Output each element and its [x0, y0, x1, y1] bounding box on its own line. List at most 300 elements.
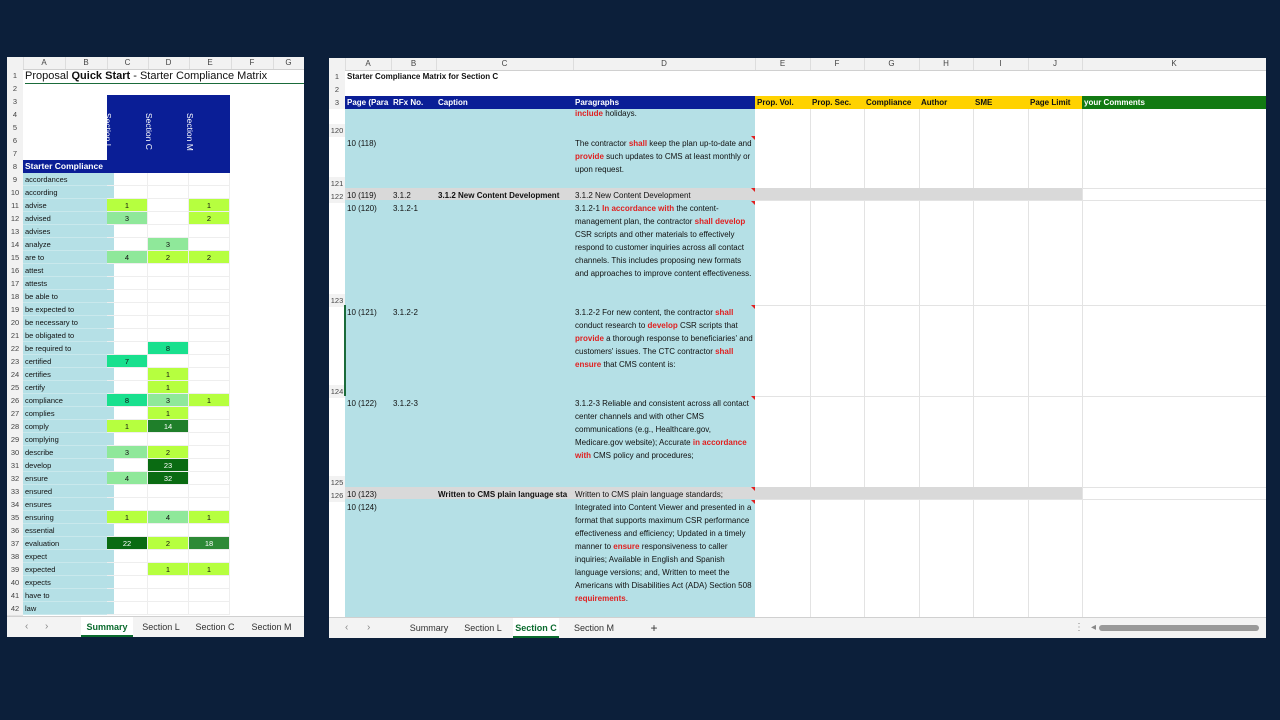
- compliance-term[interactable]: expected: [23, 563, 114, 576]
- caption-cell[interactable]: Written to CMS plain language sta: [438, 490, 568, 499]
- row-header[interactable]: 125: [330, 478, 344, 487]
- count-cell-e[interactable]: [189, 589, 230, 602]
- count-cell-c[interactable]: [107, 550, 148, 563]
- count-cell-c[interactable]: [107, 433, 148, 446]
- column-header-f[interactable]: F: [810, 58, 865, 70]
- count-cell-e[interactable]: [189, 277, 230, 290]
- section-header-2: [143, 95, 189, 173]
- count-cell-c[interactable]: [107, 264, 148, 277]
- row-header[interactable]: 122: [330, 192, 344, 201]
- row-header[interactable]: 32: [7, 472, 23, 486]
- row-header[interactable]: 7: [7, 147, 23, 160]
- count-cell-e[interactable]: [189, 186, 230, 199]
- count-cell-c[interactable]: [107, 290, 148, 303]
- count-cell-c[interactable]: [107, 329, 148, 342]
- row-header[interactable]: 13: [7, 225, 23, 239]
- column-header-a[interactable]: A: [345, 58, 392, 70]
- count-cell-e[interactable]: [189, 381, 230, 394]
- row-gridline: [755, 305, 1266, 306]
- column-title-7[interactable]: Compliance: [864, 96, 919, 109]
- corner-cell[interactable]: [329, 58, 346, 70]
- row-header[interactable]: 39: [7, 563, 23, 577]
- section-c-sheet-window: [329, 58, 1266, 638]
- compliance-term[interactable]: are to: [23, 251, 114, 264]
- sheet-tab-section-l[interactable]: Section L: [464, 623, 502, 633]
- count-cell-e[interactable]: [189, 485, 230, 498]
- summary-row: [7, 381, 304, 394]
- compliance-term[interactable]: be expected to: [23, 303, 114, 316]
- count-cell-c[interactable]: [107, 485, 148, 498]
- count-cell-d[interactable]: [148, 433, 189, 446]
- compliance-term[interactable]: be able to: [23, 290, 114, 303]
- summary-row: [7, 446, 304, 459]
- row-header[interactable]: 2: [329, 83, 345, 96]
- compliance-term[interactable]: ensure: [23, 472, 114, 485]
- page-para-cell[interactable]: 10 (121): [347, 308, 377, 317]
- count-cell-e[interactable]: [189, 368, 230, 381]
- row-header[interactable]: 9: [7, 173, 23, 187]
- count-cell-c[interactable]: 3: [107, 212, 148, 225]
- count-cell-e[interactable]: 1: [189, 563, 230, 576]
- row-header[interactable]: 1: [7, 69, 23, 82]
- row-header[interactable]: 4: [7, 108, 23, 121]
- paragraph-cell[interactable]: 3.1.2-1 In accordance with the content-management plan, the contractor shall develop CSR scripts and other materials to effectively respond to customer inquiries across all contact channels. This includes proposing new formats and approaches to improve content effectiveness.: [575, 204, 752, 278]
- count-cell-d[interactable]: 14: [148, 420, 189, 433]
- scroll-left-icon[interactable]: ◂: [1091, 622, 1097, 633]
- row-header[interactable]: 10: [7, 186, 23, 200]
- count-cell-e[interactable]: [189, 238, 230, 251]
- page-para-cell[interactable]: 10 (120): [347, 204, 377, 213]
- count-cell-d[interactable]: [148, 524, 189, 537]
- row-header[interactable]: 28: [7, 420, 23, 434]
- row-header[interactable]: 24: [7, 368, 23, 382]
- count-cell-c[interactable]: [107, 225, 148, 238]
- count-cell-d[interactable]: [148, 225, 189, 238]
- column-title-6[interactable]: Prop. Sec.: [810, 96, 864, 109]
- count-cell-c[interactable]: 7: [107, 355, 148, 368]
- row-header[interactable]: 15: [7, 251, 23, 265]
- compliance-term[interactable]: complies: [23, 407, 114, 420]
- column-title-5[interactable]: Prop. Vol.: [755, 96, 810, 109]
- column-title-9[interactable]: SME: [973, 96, 1028, 109]
- row-gridline: [755, 499, 1266, 500]
- compliance-term[interactable]: comply: [23, 420, 114, 433]
- row-header[interactable]: 20: [7, 316, 23, 330]
- compliance-term[interactable]: compliance: [23, 394, 114, 407]
- count-cell-d[interactable]: [148, 316, 189, 329]
- column-gridline: [1028, 109, 1029, 618]
- count-cell-e[interactable]: [189, 420, 230, 433]
- column-gridline: [1082, 109, 1083, 618]
- sheet-tab-summary[interactable]: Summary: [409, 623, 449, 633]
- count-cell-d[interactable]: 3: [148, 238, 189, 251]
- compliance-term[interactable]: essential: [23, 524, 114, 537]
- compliance-term[interactable]: certify: [23, 381, 114, 394]
- count-cell-e[interactable]: [189, 407, 230, 420]
- paragraph-cell[interactable]: Integrated into Content Viewer and presented in a format that supports maximum CSR performance effectiveness and efficiency; Updated in a timely manner to ensure responsiveness to caller inquiries; Available in English and Spanish language versions; and, Written to meet the Americans with Disabilities Act (ADA) Section 508 requirements.: [575, 503, 752, 603]
- count-cell-c[interactable]: [107, 368, 148, 381]
- page-para-cell[interactable]: 10 (122): [347, 399, 377, 408]
- comment-marker: [751, 188, 755, 192]
- count-cell-d[interactable]: [148, 186, 189, 199]
- count-cell-c[interactable]: [107, 407, 148, 420]
- compliance-term[interactable]: analyze: [23, 238, 114, 251]
- row-header[interactable]: 3: [7, 95, 23, 108]
- compliance-term[interactable]: advised: [23, 212, 114, 225]
- keyword-highlight: shall develop: [694, 217, 746, 226]
- column-header-i[interactable]: I: [973, 58, 1029, 70]
- count-cell-e[interactable]: [189, 355, 230, 368]
- compliance-term[interactable]: have to: [23, 589, 114, 602]
- count-cell-e[interactable]: [189, 290, 230, 303]
- row-header[interactable]: 14: [7, 238, 23, 252]
- summary-row: [7, 420, 304, 433]
- row-header[interactable]: 123: [330, 296, 344, 305]
- count-cell-d[interactable]: [148, 277, 189, 290]
- count-cell-c[interactable]: 4: [107, 251, 148, 264]
- row-header[interactable]: 8: [7, 160, 23, 173]
- row-header[interactable]: 12: [7, 212, 23, 226]
- paragraph-cell[interactable]: 3.1.2 New Content Development: [575, 191, 691, 200]
- compliance-term[interactable]: complying: [23, 433, 114, 446]
- comment-marker: [751, 136, 755, 140]
- row-header[interactable]: 38: [7, 550, 23, 564]
- row-header[interactable]: 27: [7, 407, 23, 421]
- column-title-10[interactable]: Page Limit: [1028, 96, 1082, 109]
- row-header[interactable]: 16: [7, 264, 23, 278]
- column-header-g[interactable]: G: [273, 57, 304, 69]
- summary-row: [7, 251, 304, 264]
- column-title-4[interactable]: Paragraphs: [573, 96, 755, 109]
- column-gridline: [810, 109, 811, 618]
- page-para-cell[interactable]: 10 (124): [347, 503, 377, 512]
- rfx-number-cell[interactable]: 3.1.2: [393, 191, 411, 200]
- count-cell-d[interactable]: [148, 264, 189, 277]
- count-cell-e[interactable]: [189, 602, 230, 615]
- compliance-term[interactable]: ensuring: [23, 511, 114, 524]
- count-cell-d[interactable]: [148, 485, 189, 498]
- compliance-term[interactable]: certified: [23, 355, 114, 368]
- row-header[interactable]: 124: [330, 387, 344, 396]
- column-header-g[interactable]: G: [864, 58, 920, 70]
- count-cell-c[interactable]: 3: [107, 446, 148, 459]
- left-tab-bar: [7, 616, 304, 637]
- row-header[interactable]: 3: [329, 96, 345, 109]
- count-cell-c[interactable]: [107, 459, 148, 472]
- keyword-highlight: shall ensure: [575, 347, 734, 369]
- summary-row: [7, 472, 304, 485]
- column-title-2[interactable]: RFx No.: [391, 96, 436, 109]
- count-cell-d[interactable]: [148, 498, 189, 511]
- keyword-highlight: In accordance with: [602, 204, 675, 213]
- count-cell-d[interactable]: [148, 550, 189, 563]
- count-cell-d[interactable]: [148, 602, 189, 615]
- summary-row: [7, 368, 304, 381]
- count-cell-d[interactable]: [148, 199, 189, 212]
- column-header-k[interactable]: K: [1082, 58, 1266, 70]
- column-header-h[interactable]: H: [919, 58, 974, 70]
- row-header[interactable]: 121: [330, 179, 344, 188]
- row-header[interactable]: 120: [330, 126, 344, 135]
- summary-row: [7, 199, 304, 212]
- summary-row: [7, 511, 304, 524]
- compliance-term[interactable]: evaluation: [23, 537, 114, 550]
- column-header-b[interactable]: B: [391, 58, 437, 70]
- row-header[interactable]: 5: [7, 121, 23, 134]
- count-cell-c[interactable]: 8: [107, 394, 148, 407]
- summary-row: [7, 550, 304, 563]
- count-cell-c[interactable]: [107, 277, 148, 290]
- column-header-j[interactable]: J: [1028, 58, 1083, 70]
- corner-cell[interactable]: [7, 57, 24, 69]
- row-header[interactable]: 25: [7, 381, 23, 395]
- section-header-label: Section C: [143, 113, 154, 150]
- sheet-tab-section-m[interactable]: Section M: [573, 623, 615, 633]
- count-cell-c[interactable]: 1: [107, 420, 148, 433]
- count-cell-e[interactable]: [189, 303, 230, 316]
- count-cell-c[interactable]: [107, 316, 148, 329]
- prev-sheet-icon[interactable]: ‹: [345, 622, 349, 633]
- summary-row: [7, 485, 304, 498]
- count-cell-c[interactable]: [107, 342, 148, 355]
- compliance-term[interactable]: expect: [23, 550, 114, 563]
- column-title-1[interactable]: Page (Para: [345, 96, 391, 109]
- count-cell-d[interactable]: 8: [148, 342, 189, 355]
- summary-row: [7, 537, 304, 550]
- column-header-e[interactable]: E: [755, 58, 811, 70]
- sheet-title: [25, 69, 304, 84]
- keyword-highlight: develop: [647, 321, 678, 330]
- count-cell-e[interactable]: [189, 550, 230, 563]
- count-cell-c[interactable]: [107, 589, 148, 602]
- count-cell-e[interactable]: [189, 264, 230, 277]
- count-cell-c[interactable]: 4: [107, 472, 148, 485]
- column-header-d[interactable]: D: [148, 57, 190, 69]
- row-header[interactable]: 22: [7, 342, 23, 356]
- count-cell-d[interactable]: [148, 355, 189, 368]
- compliance-term[interactable]: be obligated to: [23, 329, 114, 342]
- compliance-term[interactable]: attests: [23, 277, 114, 290]
- compliance-term[interactable]: be necessary to: [23, 316, 114, 329]
- summary-row: [7, 576, 304, 589]
- row-header[interactable]: 1: [329, 70, 345, 83]
- count-cell-e[interactable]: [189, 225, 230, 238]
- count-cell-c[interactable]: 1: [107, 511, 148, 524]
- count-cell-d[interactable]: [148, 303, 189, 316]
- compliance-term[interactable]: ensures: [23, 498, 114, 511]
- compliance-term[interactable]: attest: [23, 264, 114, 277]
- count-cell-e[interactable]: 1: [189, 394, 230, 407]
- horizontal-scrollbar[interactable]: [1099, 625, 1259, 631]
- count-cell-c[interactable]: [107, 381, 148, 394]
- count-cell-c[interactable]: [107, 563, 148, 576]
- row-header[interactable]: 19: [7, 303, 23, 317]
- sheet-tab-summary[interactable]: Summary: [81, 617, 133, 637]
- count-cell-d[interactable]: 1: [148, 381, 189, 394]
- partial-paragraph: include holidays.: [575, 109, 637, 118]
- row-header[interactable]: 23: [7, 355, 23, 369]
- column-header-e[interactable]: E: [189, 57, 232, 69]
- row-header[interactable]: 21: [7, 329, 23, 343]
- count-cell-e[interactable]: [189, 524, 230, 537]
- count-cell-e[interactable]: [189, 433, 230, 446]
- page-para-cell[interactable]: 10 (123): [347, 490, 377, 499]
- summary-row: [7, 498, 304, 511]
- next-sheet-icon[interactable]: ›: [45, 621, 49, 632]
- row-header[interactable]: 29: [7, 433, 23, 447]
- caption-cell[interactable]: 3.1.2 New Content Development: [438, 191, 560, 200]
- compliance-term[interactable]: expects: [23, 576, 114, 589]
- compliance-term[interactable]: describe: [23, 446, 114, 459]
- sheet-tab-section-l[interactable]: Section L: [142, 622, 180, 632]
- prev-sheet-icon[interactable]: ‹: [25, 621, 29, 632]
- count-cell-e[interactable]: 1: [189, 199, 230, 212]
- count-cell-c[interactable]: [107, 524, 148, 537]
- row-header[interactable]: 2: [7, 82, 23, 95]
- sheet-tab-section-c[interactable]: Section C: [513, 618, 559, 638]
- row-header[interactable]: 26: [7, 394, 23, 408]
- rfx-number-cell[interactable]: 3.1.2-3: [393, 399, 418, 408]
- count-cell-d[interactable]: [148, 589, 189, 602]
- compliance-term[interactable]: advise: [23, 199, 114, 212]
- count-cell-c[interactable]: 22: [107, 537, 148, 550]
- compliance-term[interactable]: certifies: [23, 368, 114, 381]
- column-header-a[interactable]: A: [23, 57, 66, 69]
- row-header[interactable]: 33: [7, 485, 23, 499]
- compliance-term[interactable]: develop: [23, 459, 114, 472]
- row-header[interactable]: 42: [7, 602, 23, 616]
- more-options-icon[interactable]: ⋮: [1074, 622, 1084, 633]
- page-para-cell[interactable]: 10 (119): [347, 191, 377, 200]
- row-header[interactable]: 6: [7, 134, 23, 147]
- row-header[interactable]: 35: [7, 511, 23, 525]
- row-header[interactable]: 18: [7, 290, 23, 304]
- count-cell-c[interactable]: [107, 186, 148, 199]
- count-cell-d[interactable]: 1: [148, 407, 189, 420]
- compliance-term[interactable]: law: [23, 602, 114, 615]
- row-header[interactable]: 34: [7, 498, 23, 512]
- keyword-highlight: in accordance with: [575, 438, 747, 460]
- count-cell-d[interactable]: 23: [148, 459, 189, 472]
- section-header-label: Section M: [184, 113, 195, 151]
- row-header[interactable]: 36: [7, 524, 23, 538]
- count-cell-e[interactable]: [189, 459, 230, 472]
- add-sheet-button[interactable]: +: [650, 621, 658, 635]
- starter-compliance-label: Starter Compliance: [23, 160, 114, 173]
- column-header-b[interactable]: B: [65, 57, 108, 69]
- count-cell-e[interactable]: 18: [189, 537, 230, 550]
- count-cell-d[interactable]: 1: [148, 563, 189, 576]
- summary-row: [7, 225, 304, 238]
- row-gridline: [755, 200, 1266, 201]
- count-cell-c[interactable]: [107, 498, 148, 511]
- compliance-term[interactable]: be required to: [23, 342, 114, 355]
- column-title-8[interactable]: Author: [919, 96, 973, 109]
- count-cell-c[interactable]: [107, 238, 148, 251]
- count-cell-d[interactable]: 2: [148, 446, 189, 459]
- row-header[interactable]: 30: [7, 446, 23, 460]
- page-para-cell[interactable]: 10 (118): [347, 139, 377, 148]
- keyword-highlight: include: [575, 109, 604, 118]
- summary-sheet-window: [7, 57, 304, 637]
- count-cell-e[interactable]: 2: [189, 251, 230, 264]
- compliance-term[interactable]: accordances: [23, 173, 114, 186]
- summary-row: [7, 329, 304, 342]
- count-cell-e[interactable]: [189, 342, 230, 355]
- count-cell-c[interactable]: [107, 303, 148, 316]
- row-header[interactable]: 126: [330, 491, 344, 500]
- next-sheet-icon[interactable]: ›: [367, 622, 371, 633]
- compliance-term[interactable]: advises: [23, 225, 114, 238]
- count-cell-c[interactable]: [107, 602, 148, 615]
- paragraph-cell[interactable]: The contractor shall keep the plan up-to-date and provide such updates to CMS at least monthly or upon request.: [575, 139, 752, 174]
- column-header-c[interactable]: C: [436, 58, 574, 70]
- count-cell-d[interactable]: 32: [148, 472, 189, 485]
- count-cell-d[interactable]: [148, 329, 189, 342]
- row-header[interactable]: 17: [7, 277, 23, 291]
- summary-row: [7, 407, 304, 420]
- count-cell-e[interactable]: [189, 498, 230, 511]
- count-cell-d[interactable]: 2: [148, 537, 189, 550]
- summary-row: [7, 264, 304, 277]
- summary-row: [7, 316, 304, 329]
- summary-row: [7, 277, 304, 290]
- column-title-3[interactable]: Caption: [436, 96, 573, 109]
- paragraph-cell[interactable]: 3.1.2-3 Reliable and consistent across all contact center channels and with other CMS communications (e.g., Healthcare.gov, Medicare.gov website); Accurate in accordance with CMS policy and procedures;: [575, 399, 749, 460]
- count-cell-e[interactable]: [189, 329, 230, 342]
- count-cell-c[interactable]: [107, 576, 148, 589]
- row-header[interactable]: 41: [7, 589, 23, 603]
- column-header-d[interactable]: D: [573, 58, 756, 70]
- count-cell-e[interactable]: [189, 446, 230, 459]
- count-cell-d[interactable]: 1: [148, 368, 189, 381]
- count-cell-e[interactable]: [189, 472, 230, 485]
- column-title-11[interactable]: your Comments: [1082, 96, 1266, 109]
- count-cell-e[interactable]: 1: [189, 511, 230, 524]
- summary-row: [7, 290, 304, 303]
- count-cell-d[interactable]: [148, 173, 189, 186]
- rfx-number-cell[interactable]: 3.1.2-1: [393, 204, 418, 213]
- count-cell-d[interactable]: 2: [148, 251, 189, 264]
- count-cell-d[interactable]: 4: [148, 511, 189, 524]
- sheet-title: Starter Compliance Matrix for Section C: [347, 72, 499, 81]
- count-cell-c[interactable]: 1: [107, 199, 148, 212]
- row-header[interactable]: 31: [7, 459, 23, 473]
- count-cell-c[interactable]: [107, 173, 148, 186]
- count-cell-d[interactable]: [148, 212, 189, 225]
- sheet-tab-section-c[interactable]: Section C: [195, 622, 235, 632]
- count-cell-e[interactable]: [189, 173, 230, 186]
- count-cell-e[interactable]: 2: [189, 212, 230, 225]
- rfx-number-cell[interactable]: 3.1.2-2: [393, 308, 418, 317]
- paragraph-cell[interactable]: 3.1.2-2 For new content, the contractor shall conduct research to develop CSR scripts that provide a thorough response to beneficiaries' and customers' issues. The CTC contractor shall ensure that CMS content is:: [575, 308, 753, 369]
- row-header[interactable]: 40: [7, 576, 23, 590]
- count-cell-d[interactable]: 3: [148, 394, 189, 407]
- paragraph-cell[interactable]: Written to CMS plain language standards;: [575, 490, 723, 499]
- column-header-c[interactable]: C: [107, 57, 149, 69]
- count-cell-e[interactable]: [189, 576, 230, 589]
- row-header[interactable]: 37: [7, 537, 23, 551]
- sheet-tab-section-m[interactable]: Section M: [251, 622, 292, 632]
- compliance-term[interactable]: ensured: [23, 485, 114, 498]
- count-cell-e[interactable]: [189, 316, 230, 329]
- compliance-term[interactable]: according: [23, 186, 114, 199]
- summary-row: [7, 342, 304, 355]
- count-cell-d[interactable]: [148, 290, 189, 303]
- count-cell-d[interactable]: [148, 576, 189, 589]
- row-header[interactable]: 11: [7, 199, 23, 213]
- column-header-f[interactable]: F: [231, 57, 274, 69]
